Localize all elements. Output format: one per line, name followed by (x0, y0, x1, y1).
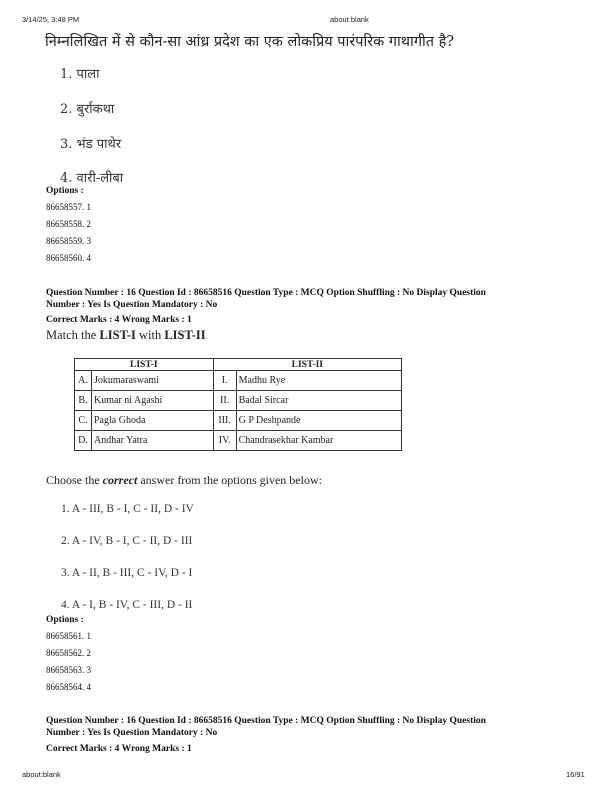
question-1-text: निम्नलिखित में से कौन-सा आंध्र प्रदेश का एक लोकप्रिय पारंपरिक गाथागीत है? (45, 34, 455, 50)
row-letter: C. (75, 411, 92, 431)
q1-choice-1: 1. पाला (60, 67, 100, 82)
row-letter: A. (75, 371, 92, 391)
print-page-number: 16/91 (566, 770, 585, 779)
q2-choose-pre: Choose the (46, 473, 103, 487)
q2-option-id-3: 86658563. 3 (46, 665, 91, 675)
q2-choice-4: 4. A - I, B - IV, C - III, D - II (61, 599, 193, 611)
q2-marks: Correct Marks : 4 Wrong Marks : 1 (46, 315, 192, 325)
list-2-item: G P Deshpande (236, 411, 401, 431)
match-table (74, 358, 402, 451)
q1-choice-3: 3. भंड पाथेर (60, 137, 122, 152)
print-timestamp: 3/14/25, 3:48 PM (22, 15, 80, 24)
list-2-item: Madhu Rye (236, 371, 401, 391)
q2-meta-line-1: Question Number : 16 Question Id : 86658516 Question Type : MCQ Option Shuffling : No Display Question (46, 288, 486, 298)
q3-marks: Correct Marks : 4 Wrong Marks : 1 (46, 744, 192, 754)
list-1-header: LIST-I (75, 359, 214, 371)
q1-option-id-3: 86658559. 3 (46, 236, 91, 246)
list-1-item: Jokumaraswami (92, 371, 214, 391)
q2-choice-3: 3. A - II, B - III, C - IV, D - I (61, 567, 193, 579)
q2-meta-line-2: Number : Yes Is Question Mandatory : No (46, 300, 218, 310)
q2-option-id-2: 86658562. 2 (46, 648, 91, 658)
q1-choice-2: 2. बुर्राकथा (60, 102, 115, 117)
q1-options-label: Options : (46, 186, 84, 196)
list-1-item: Andhar Yatra (92, 431, 214, 451)
list-2-item: Chandrasekhar Kambar (236, 431, 401, 451)
row-letter: B. (75, 391, 92, 411)
row-numeral: III. (213, 411, 236, 431)
q2-option-id-4: 86658564. 4 (46, 682, 91, 692)
q2-choice-2: 2. A - IV, B - I, C - II, D - III (61, 535, 193, 547)
q2-choose-post: answer from the options given below: (137, 473, 322, 487)
q2-choice-1: 1. A - III, B - I, C - II, D - IV (61, 503, 194, 515)
row-numeral: I. (213, 371, 236, 391)
q2-options-label: Options : (46, 615, 84, 625)
list-2-item: Badal Sircar (236, 391, 401, 411)
table-row (75, 431, 402, 451)
q1-choice-4: 4. वारी-लीबा (60, 171, 124, 186)
table-row (75, 411, 402, 431)
match-table-header (75, 359, 402, 371)
q3-meta-line-1: Question Number : 16 Question Id : 86658516 Question Type : MCQ Option Shuffling : No Display Question (46, 716, 486, 726)
table-row (75, 371, 402, 391)
q2-prompt-list2: LIST-II (164, 328, 206, 342)
q2-option-id-1: 86658561. 1 (46, 631, 91, 641)
q2-prompt (46, 328, 206, 343)
row-numeral: IV. (213, 431, 236, 451)
print-header-url: about:blank (330, 15, 369, 24)
q2-prompt-list1: LIST-I (99, 328, 136, 342)
list-1-item: Kumar ni Agashi (92, 391, 214, 411)
row-letter: D. (75, 431, 92, 451)
q1-option-id-2: 86658558. 2 (46, 219, 91, 229)
list-1-item: Pagla Ghoda (92, 411, 214, 431)
table-row (75, 391, 402, 411)
q3-meta-line-2: Number : Yes Is Question Mandatory : No (46, 728, 218, 738)
q2-prompt-pre: Match the (46, 328, 100, 342)
q2-prompt-mid: with (135, 328, 165, 342)
q2-choose-instruction (46, 473, 322, 488)
q2-choose-emphasis: correct (102, 473, 138, 487)
list-2-header: LIST-II (213, 359, 401, 371)
print-footer-url: about:blank (22, 770, 61, 779)
q1-option-id-1: 86658557. 1 (46, 202, 91, 212)
q1-option-id-4: 86658560. 4 (46, 253, 91, 263)
row-numeral: II. (213, 391, 236, 411)
